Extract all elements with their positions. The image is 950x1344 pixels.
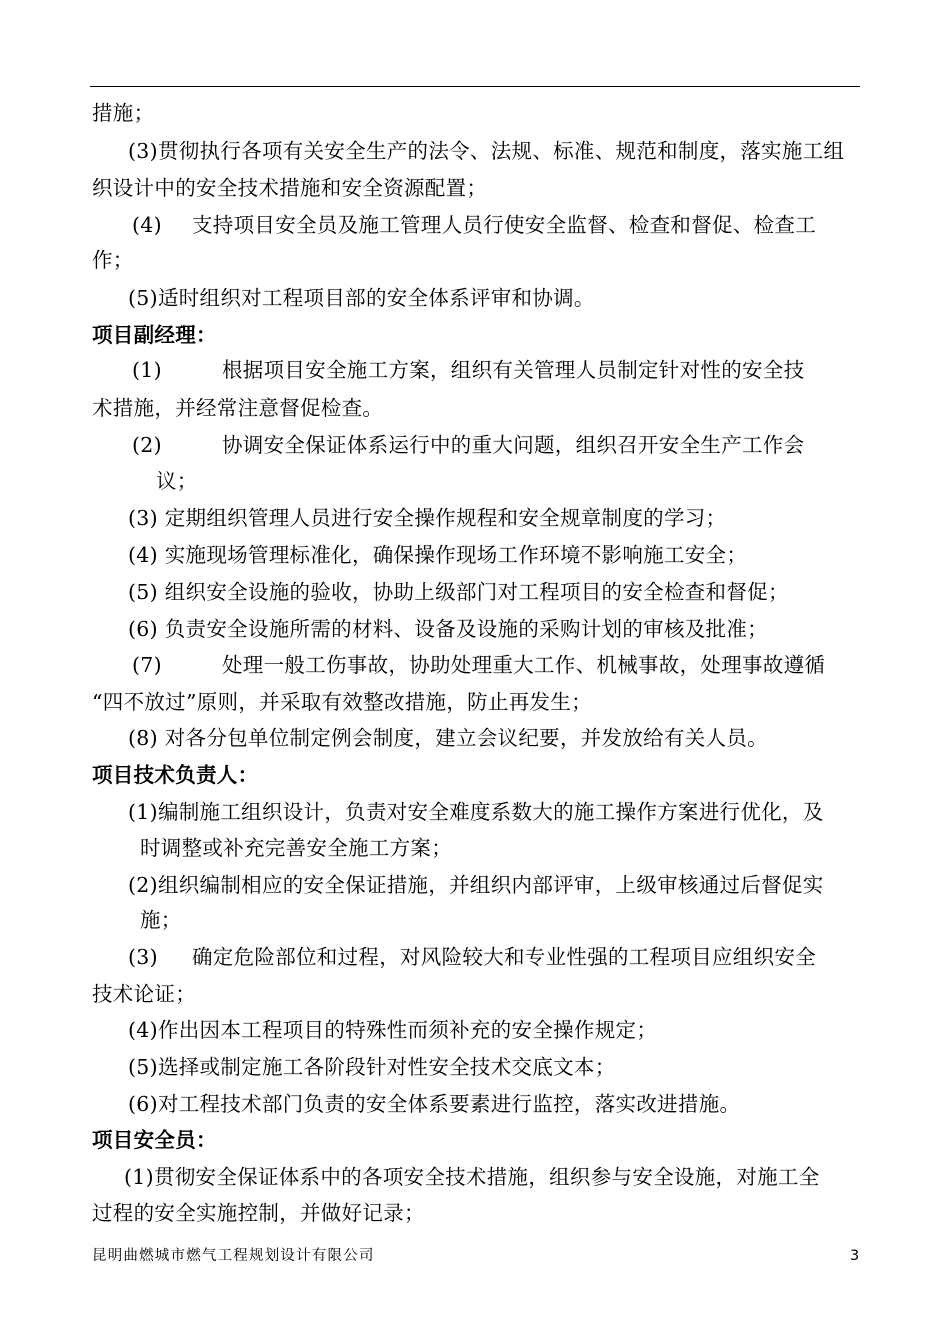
header-rule (90, 86, 860, 87)
text-segment: (5) 组织安全设施的验收，协助上级部门对工程项目的安全检查和督促； (128, 580, 789, 604)
text-segment: (1)贯彻安全保证体系中的各项安全技术措施，组织参与安全设施，对施工全 (124, 1165, 820, 1189)
list-marker: (1) (132, 358, 162, 382)
text-segment: 处理一般工伤事故，协助处理重大工作、机械事故，处理事故遵循 (222, 653, 826, 677)
list-marker: (3) (128, 945, 158, 969)
text-segment: 作； (92, 248, 134, 272)
text-segment: 过程的安全实施控制，并做好记录； (92, 1201, 425, 1225)
list-marker: (7) (132, 653, 162, 677)
text-segment: (3)贯彻执行各项有关安全生产的法令、法规、标准、规范和制度，落实施工组 (128, 139, 845, 163)
list-marker: (2) (132, 433, 162, 457)
text-segment: 时调整或补充完善安全施工方案； (140, 836, 452, 860)
text-segment: (8) 对各分包单位制定例会制度，建立会议纪要，并发放给有关人员。 (128, 726, 768, 750)
text-segment: (4) 实施现场管理标准化，确保操作现场工作环境不影响施工安全； (128, 543, 748, 567)
text-segment: (6)对工程技术部门负责的安全体系要素进行监控，落实改进措施。 (128, 1092, 741, 1116)
text-segment: 支持项目安全员及施工管理人员行使安全监督、检查和督促、检查工 (192, 213, 816, 237)
heading-text: 项目安全员： (92, 1128, 217, 1152)
list-marker: (4) (132, 213, 162, 237)
text-segment: (2)组织编制相应的安全保证措施，并组织内部评审，上级审核通过后督促实 (128, 873, 824, 897)
text-segment: 技术论证； (92, 982, 196, 1006)
text-segment: 确定危险部位和过程，对风险较大和专业性强的工程项目应组织安全 (192, 945, 816, 969)
text-segment: (5)适时组织对工程项目部的安全体系评审和协调。 (128, 286, 595, 310)
text-segment: (1)编制施工组织设计，负责对安全难度系数大的施工操作方案进行优化，及 (128, 800, 824, 824)
text-segment: (6) 负责安全设施所需的材料、设备及设施的采购计划的审核及批准； (128, 617, 768, 641)
text-segment: 织设计中的安全技术措施和安全资源配置； (92, 176, 488, 200)
footer-company: 昆明曲燃城市燃气工程规划设计有限公司 (92, 1248, 375, 1264)
page-number: 3 (850, 1248, 861, 1264)
text-segment: 措施； (92, 101, 155, 125)
text-segment: 议； (156, 469, 198, 493)
heading-text: 项目技术负责人： (92, 763, 259, 787)
text-segment: 术措施，并经常注意督促检查。 (92, 396, 384, 420)
text-segment: 根据项目安全施工方案，组织有关管理人员制定针对性的安全技 (222, 358, 805, 382)
text-segment: (5)选择或制定施工各阶段针对性安全技术交底文本； (128, 1055, 616, 1079)
heading-text: 项目副经理： (92, 323, 217, 347)
text-segment: “四不放过”原则，并采取有效整改措施，防止再发生； (92, 690, 592, 714)
text-segment: 施； (140, 908, 182, 932)
text-segment: 协调安全保证体系运行中的重大问题，组织召开安全生产工作会 (222, 433, 805, 457)
text-segment: (3) 定期组织管理人员进行安全操作规程和安全规章制度的学习； (128, 506, 727, 530)
text-segment: (4)作出因本工程项目的特殊性而须补充的安全操作规定； (128, 1018, 658, 1042)
